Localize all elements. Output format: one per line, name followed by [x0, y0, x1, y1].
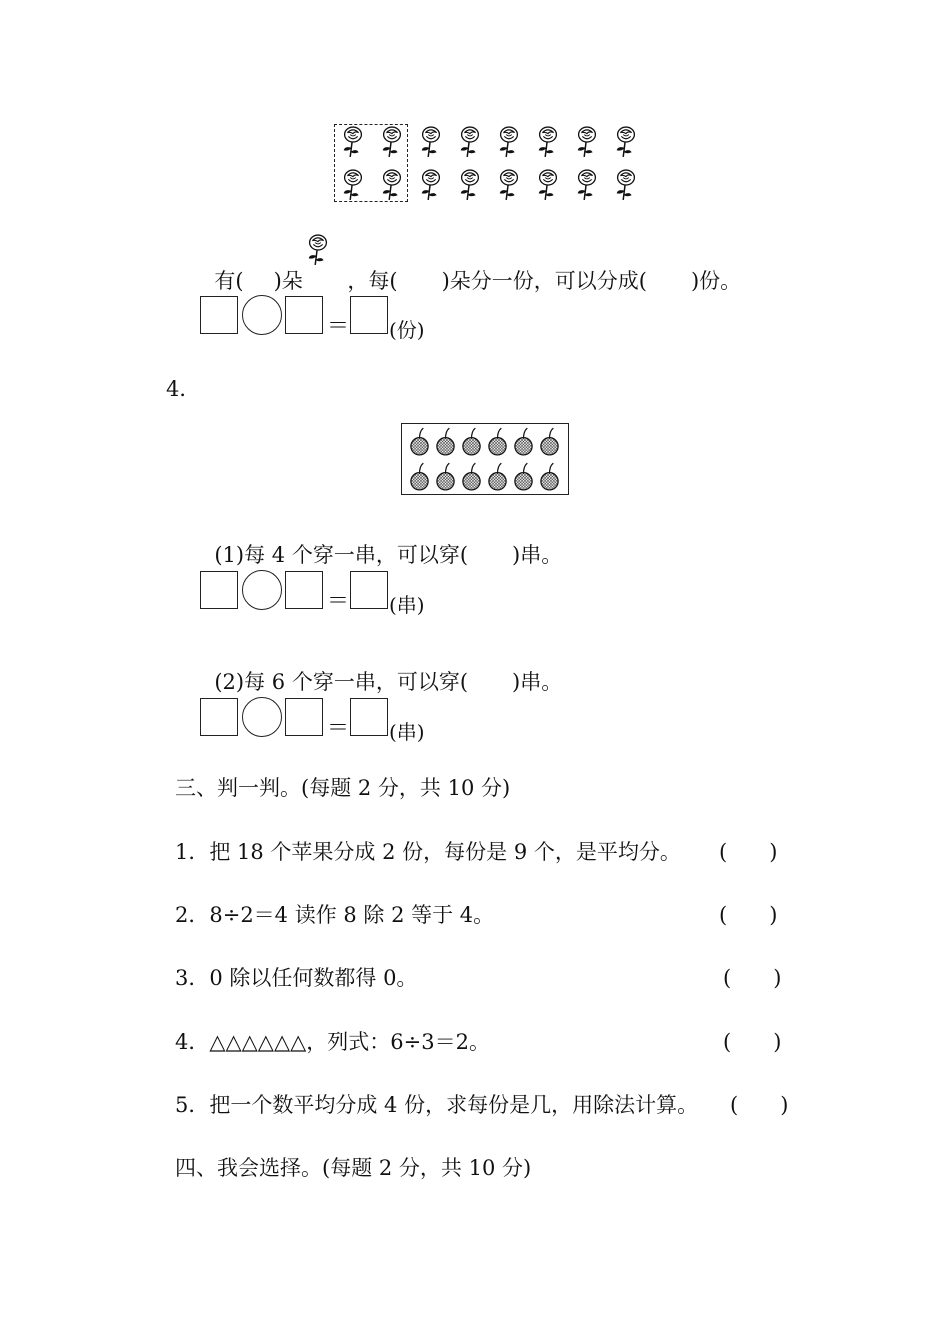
question-number: 4． — [166, 377, 201, 401]
q4-sub2-text-a: (2)每 6 个穿一串，可以穿( — [214, 670, 469, 694]
equation-flowers — [200, 296, 450, 340]
q4-sub1 — [201, 524, 562, 566]
judge-paren-3[interactable]: ( ) — [723, 966, 782, 990]
rose-icon — [539, 127, 557, 157]
flower-text-5: )份。 — [690, 269, 742, 293]
rose-icon — [344, 170, 362, 200]
operator-circle[interactable] — [242, 570, 282, 610]
cherry-icon — [463, 428, 480, 455]
unit-label: (串) — [389, 720, 425, 744]
operator-circle[interactable] — [242, 295, 282, 335]
rose-icon — [500, 170, 518, 200]
q4-sub1-text-b: )串。 — [512, 543, 563, 567]
judge-paren-5[interactable]: ( ) — [730, 1093, 789, 1117]
rose-icon — [422, 127, 440, 157]
rose-icon — [617, 127, 635, 157]
rose-icon — [617, 170, 635, 200]
equation-q4-2 — [200, 698, 450, 742]
cherry-icon — [437, 428, 454, 455]
cherry-icon — [489, 428, 506, 455]
judge-paren-1[interactable]: ( ) — [719, 840, 778, 864]
unit-label: (份) — [389, 318, 425, 342]
rose-icon — [578, 127, 596, 157]
q4-sub2-text-b: )串。 — [512, 670, 563, 694]
judge-paren-4[interactable]: ( ) — [723, 1030, 782, 1054]
answer-box-3[interactable] — [350, 571, 388, 609]
cherry-icon — [489, 463, 506, 490]
operator-circle[interactable] — [242, 697, 282, 737]
judge-item-2: 2．8÷2＝4 读作 8 除 2 等于 4。 — [175, 903, 495, 927]
rose-icon — [461, 127, 479, 157]
unit-label: (串) — [389, 593, 425, 617]
q4-sub1-text-a: (1)每 4 个穿一串，可以穿( — [214, 543, 469, 567]
cherry-icon — [515, 463, 532, 490]
rose-icon — [422, 170, 440, 200]
cherry-icon — [411, 428, 428, 455]
judge-item-5: 5．把一个数平均分成 4 份，求每份是几，用除法计算。 — [175, 1093, 699, 1117]
rose-icon — [383, 127, 401, 157]
roses-figure — [330, 120, 640, 208]
section-3-heading: 三、判一判。(每题 2 分，共 10 分) — [175, 776, 511, 800]
answer-box-3[interactable] — [350, 698, 388, 736]
flower-text-1: 有( — [214, 269, 244, 293]
flower-question-line-b — [334, 250, 741, 292]
answer-box-2[interactable] — [285, 571, 323, 609]
flower-text-2: )朵 — [273, 269, 303, 293]
answer-box-3[interactable] — [350, 296, 388, 334]
section-4-heading: 四、我会选择。(每题 2 分，共 10 分) — [175, 1156, 532, 1180]
rose-icon — [539, 170, 557, 200]
q4-sub2 — [201, 651, 562, 693]
cherry-icon — [411, 463, 428, 490]
answer-box-1[interactable] — [200, 571, 238, 609]
equals-sign: ＝ — [327, 589, 350, 614]
flower-question-line — [201, 250, 303, 292]
cherry-icon — [541, 428, 558, 455]
cherry-icon — [515, 428, 532, 455]
equation-q4-1 — [200, 571, 450, 615]
equals-sign: ＝ — [327, 314, 350, 339]
answer-box-1[interactable] — [200, 296, 238, 334]
cherries-figure — [401, 423, 569, 495]
rose-icon — [344, 127, 362, 157]
cherry-icon — [437, 463, 454, 490]
judge-item-3: 3．0 除以任何数都得 0。 — [175, 966, 418, 990]
flower-text-3: ，每( — [347, 269, 398, 293]
rose-icon — [383, 170, 401, 200]
cherry-icon — [541, 463, 558, 490]
judge-item-1: 1．把 18 个苹果分成 2 份，每份是 9 个，是平均分。 — [175, 840, 681, 864]
rose-icon — [304, 232, 332, 268]
cherry-icon — [463, 463, 480, 490]
rose-icon — [578, 170, 596, 200]
answer-box-1[interactable] — [200, 698, 238, 736]
judge-paren-2[interactable]: ( ) — [719, 903, 778, 927]
answer-box-2[interactable] — [285, 296, 323, 334]
flower-text-4: )朵分一份，可以分成( — [441, 269, 647, 293]
judge-item-4: 4．△△△△△△，列式：6÷3＝2。 — [175, 1030, 490, 1054]
rose-icon — [500, 127, 518, 157]
equals-sign: ＝ — [327, 716, 350, 741]
rose-icon — [461, 170, 479, 200]
answer-box-2[interactable] — [285, 698, 323, 736]
